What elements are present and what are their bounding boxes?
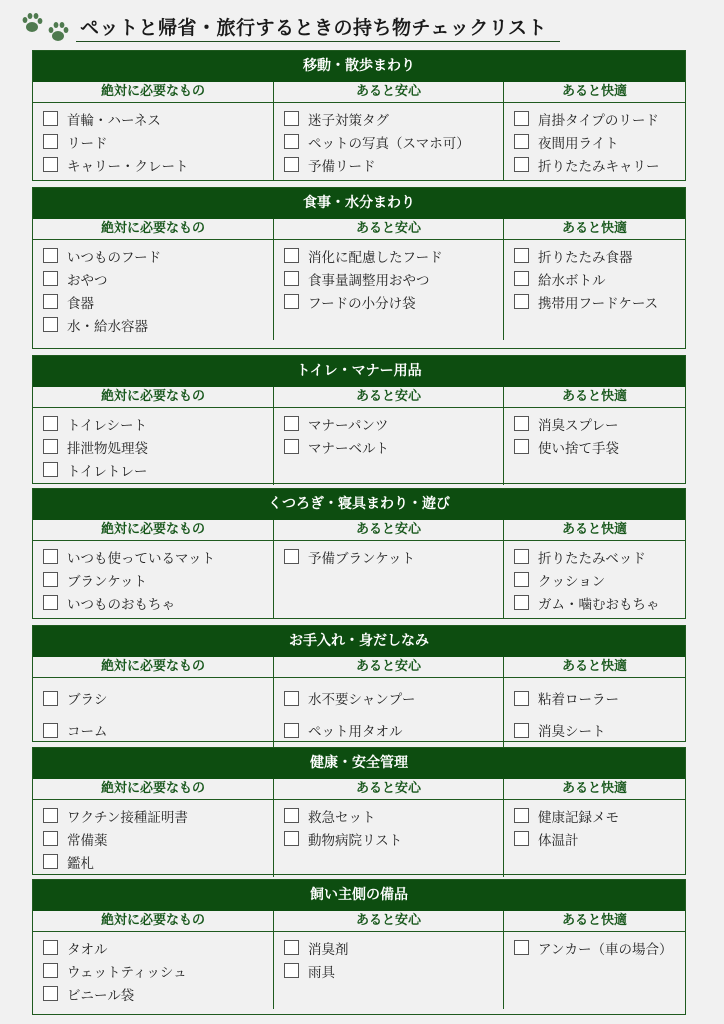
checkbox[interactable] [43,462,58,477]
checkbox[interactable] [284,808,299,823]
checklist-item[interactable]: ブランケット [43,568,273,591]
column-header: あると安心 [274,387,503,408]
checklist-item[interactable]: 迷子対策タグ [284,107,503,130]
column-header: あると安心 [274,779,503,800]
checklist-item[interactable]: アンカー（車の場合） [514,936,685,959]
checkbox[interactable] [284,439,299,454]
section-owner-supplies [32,879,686,1015]
checkbox[interactable] [284,831,299,846]
column-header: 絶対に必要なもの [33,911,273,932]
checkbox[interactable] [43,157,58,172]
checkbox[interactable] [284,549,299,564]
checkbox[interactable] [514,248,529,263]
checklist-item[interactable]: 雨具 [284,959,503,982]
checklist-item[interactable]: 動物病院リスト [284,827,503,850]
section-title: くつろぎ・寝具まわり・遊び [33,489,685,520]
column-header: 絶対に必要なもの [33,387,273,408]
checkbox[interactable] [43,808,58,823]
checkbox[interactable] [284,723,299,738]
checkbox[interactable] [43,549,58,564]
column-header: 絶対に必要なもの [33,520,273,541]
section-title: 健康・安全管理 [33,748,685,779]
checklist-item[interactable]: 救急セット [284,804,503,827]
column-header: あると快適 [504,219,685,240]
checklist-item[interactable]: 携帯用フードケース [514,290,685,313]
checkbox[interactable] [43,134,58,149]
checklist-item[interactable]: いつも使っているマット [43,545,273,568]
checklist-item[interactable]: ガム・噛むおもちゃ [514,591,685,614]
checklist-item[interactable]: 消臭スプレー [514,412,685,435]
section-rest-bedding-play [32,488,686,619]
column-header: あると安心 [274,657,503,678]
column-header: あると快適 [504,520,685,541]
checkbox[interactable] [514,111,529,126]
column-comfortable [504,520,685,618]
checklist-item[interactable]: 粘着ローラー [514,682,685,714]
checkbox[interactable] [284,134,299,149]
checkbox[interactable] [514,134,529,149]
checkbox[interactable] [514,549,529,564]
checkbox[interactable] [514,572,529,587]
column-comfortable [504,82,685,180]
checklist-item[interactable]: トイレトレー [43,458,273,481]
section-title: トイレ・マナー用品 [33,356,685,387]
column-reassuring [274,911,504,1009]
checkbox[interactable] [514,416,529,431]
checkbox[interactable] [43,691,58,706]
column-comfortable [504,387,685,485]
checkbox[interactable] [284,691,299,706]
checklist-item[interactable]: マナーベルト [284,435,503,458]
column-header: 絶対に必要なもの [33,657,273,678]
column-reassuring [274,82,504,180]
checklist-item[interactable]: 夜間用ライト [514,130,685,153]
checklist-item[interactable]: 消臭剤 [284,936,503,959]
checklist-item[interactable]: ワクチン接種証明書 [43,804,273,827]
checkbox[interactable] [284,111,299,126]
checklist-item[interactable]: マナーパンツ [284,412,503,435]
column-header: あると安心 [274,219,503,240]
checkbox[interactable] [284,157,299,172]
checklist-item[interactable]: タオル [43,936,273,959]
checkbox[interactable] [43,572,58,587]
section-movement [32,50,686,181]
checkbox[interactable] [514,940,529,955]
checkbox[interactable] [43,723,58,738]
section-title: 食事・水分まわり [33,188,685,219]
section-title: 飼い主側の備品 [33,880,685,911]
section-title: お手入れ・身だしなみ [33,626,685,657]
column-header: あると快適 [504,657,685,678]
checkbox[interactable] [43,111,58,126]
column-header: あると安心 [274,82,503,103]
column-reassuring [274,387,504,485]
column-essential [33,657,274,750]
checklist-item[interactable]: 健康記録メモ [514,804,685,827]
column-header: 絶対に必要なもの [33,82,273,103]
column-header: あると快適 [504,911,685,932]
checkbox[interactable] [284,416,299,431]
column-comfortable [504,911,685,1009]
checkbox[interactable] [43,317,58,332]
checkbox[interactable] [514,723,529,738]
checklist-item[interactable]: 食事量調整用おやつ [284,267,503,290]
checkbox[interactable] [43,831,58,846]
checklist-item[interactable]: 体温計 [514,827,685,850]
checkbox[interactable] [43,595,58,610]
checkbox[interactable] [43,986,58,1001]
section-toilet-manners [32,355,686,484]
checklist-item[interactable]: 予備ブランケット [284,545,503,568]
checkbox[interactable] [284,940,299,955]
checkbox[interactable] [284,963,299,978]
column-header: 絶対に必要なもの [33,219,273,240]
checklist-item[interactable]: 常備薬 [43,827,273,850]
paw-print-icon [20,10,76,44]
checklist-item[interactable]: ペットの写真（スマホ可） [284,130,503,153]
checklist-item[interactable]: 消化に配慮したフード [284,244,503,267]
column-essential [33,219,274,340]
checkbox[interactable] [43,416,58,431]
checklist-item[interactable]: 給水ボトル [514,267,685,290]
section-grooming [32,625,686,742]
column-reassuring [274,219,504,340]
checklist-item[interactable]: 肩掛タイプのリード [514,107,685,130]
section-food-water [32,187,686,349]
checklist-item[interactable]: 使い捨て手袋 [514,435,685,458]
column-essential [33,779,274,877]
checklist-item[interactable]: 予備リード [284,153,503,176]
checkbox[interactable] [514,439,529,454]
checkbox[interactable] [514,157,529,172]
column-reassuring [274,520,504,618]
column-header: あると快適 [504,779,685,800]
checkbox[interactable] [284,248,299,263]
checklist-item[interactable]: トイレシート [43,412,273,435]
column-essential [33,911,274,1009]
title-underline [76,41,560,42]
checklist-item[interactable]: キャリー・クレート [43,153,273,176]
column-header: あると安心 [274,520,503,541]
column-header: あると快適 [504,82,685,103]
checkbox[interactable] [514,691,529,706]
column-header: 絶対に必要なもの [33,779,273,800]
checklist-item[interactable]: ビニール袋 [43,982,273,1005]
checklist-item[interactable]: 食器 [43,290,273,313]
section-health-safety [32,747,686,875]
column-header: あると安心 [274,911,503,932]
checkbox[interactable] [284,294,299,309]
page-header [20,8,548,44]
checklist-item[interactable]: リード [43,130,273,153]
checkbox[interactable] [284,271,299,286]
checkbox[interactable] [514,595,529,610]
column-essential [33,520,274,618]
checklist-item[interactable]: 折りたたみキャリー [514,153,685,176]
checklist-item[interactable]: 消臭シート [514,714,685,746]
column-reassuring [274,779,504,877]
checkbox[interactable] [514,831,529,846]
column-header: あると快適 [504,387,685,408]
column-comfortable [504,219,685,340]
checklist-item[interactable]: ウェットティッシュ [43,959,273,982]
column-comfortable [504,657,685,750]
column-comfortable [504,779,685,877]
section-title: 移動・散歩まわり [33,51,685,82]
checkbox[interactable] [43,854,58,869]
checklist-item[interactable]: クッション [514,568,685,591]
checklist-item[interactable]: おやつ [43,267,273,290]
checkbox[interactable] [43,963,58,978]
checklist-item[interactable]: 鑑札 [43,850,273,873]
column-essential [33,82,274,180]
checklist-item[interactable]: いつものおもちゃ [43,591,273,614]
checklist-item[interactable]: フードの小分け袋 [284,290,503,313]
checkbox[interactable] [514,271,529,286]
checklist-item[interactable]: ブラシ [43,682,273,714]
checkbox[interactable] [43,940,58,955]
checklist-item[interactable]: 水不要シャンプー [284,682,503,714]
column-essential [33,387,274,485]
checklist-item[interactable]: 折りたたみ食器 [514,244,685,267]
checklist-item[interactable]: 排泄物処理袋 [43,435,273,458]
checklist-item[interactable]: ペット用タオル [284,714,503,746]
checkbox[interactable] [514,808,529,823]
checklist-item[interactable]: 水・給水容器 [43,313,273,336]
checkbox[interactable] [43,439,58,454]
checklist-item[interactable]: コーム [43,714,273,746]
checklist-item[interactable]: 首輪・ハーネス [43,107,273,130]
page-title: ペットと帰省・旅行するときの持ち物チェックリスト [80,17,548,39]
checkbox[interactable] [43,248,58,263]
column-reassuring [274,657,504,750]
checklist-item[interactable]: 折りたたみベッド [514,545,685,568]
checklist-item[interactable]: いつものフード [43,244,273,267]
checkbox[interactable] [514,294,529,309]
checkbox[interactable] [43,271,58,286]
checkbox[interactable] [43,294,58,309]
